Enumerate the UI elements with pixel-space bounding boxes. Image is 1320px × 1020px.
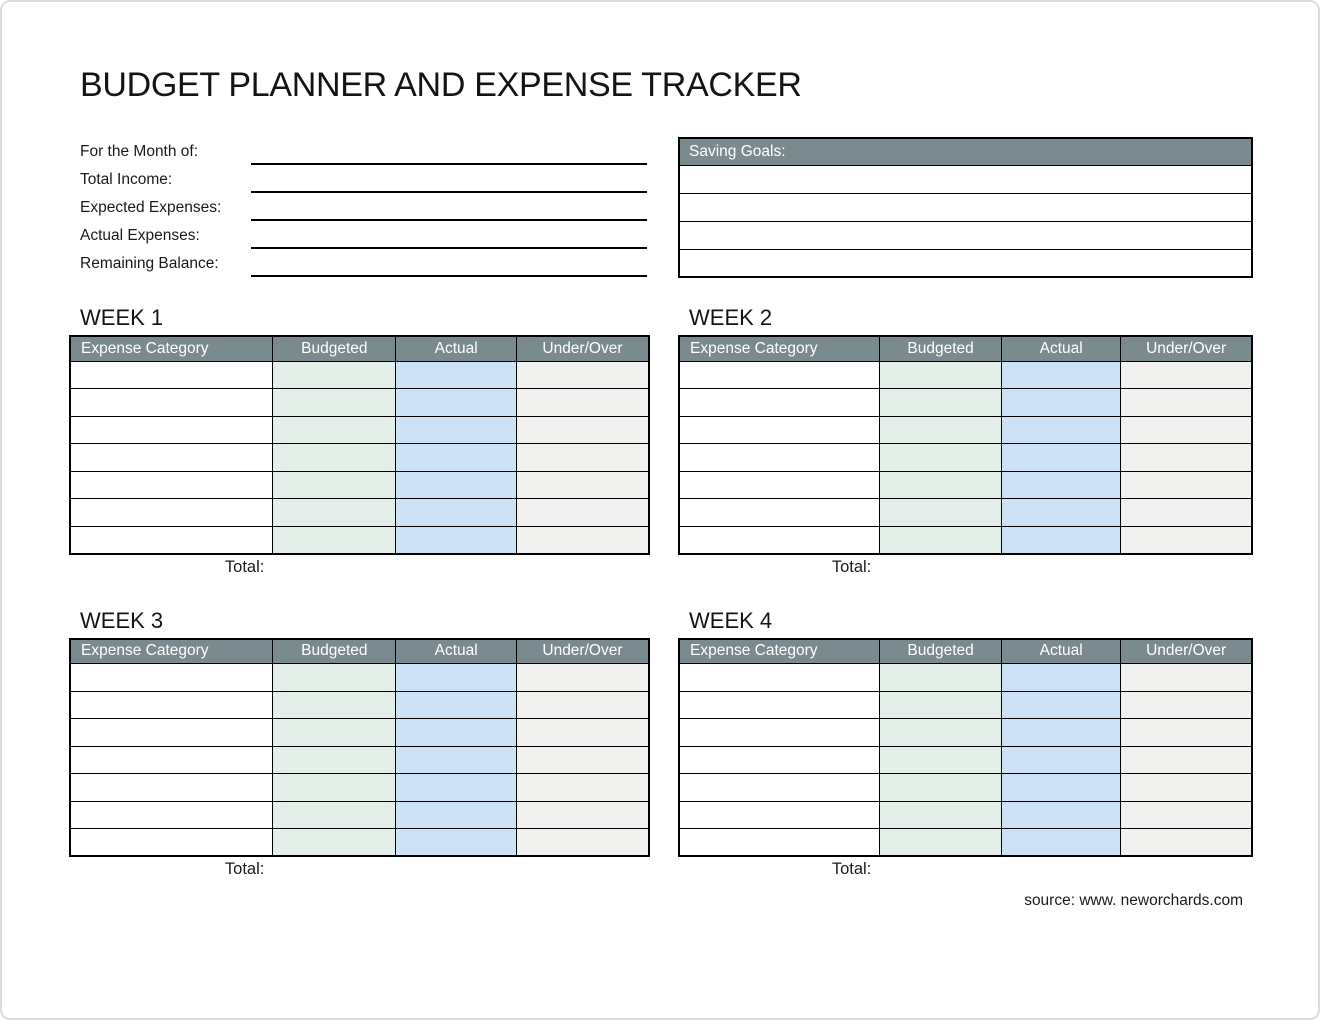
- cell-expense-category[interactable]: [70, 471, 273, 499]
- table-row: [679, 361, 1252, 389]
- table-row: [70, 719, 649, 747]
- cell-under-over[interactable]: [1121, 499, 1252, 527]
- cell-actual[interactable]: [1002, 389, 1121, 417]
- column-header-budgeted: Budgeted: [880, 639, 1002, 664]
- table-row: [679, 499, 1252, 527]
- cell-actual[interactable]: [1002, 774, 1121, 802]
- cell-expense-category[interactable]: [70, 361, 273, 389]
- cell-expense-category[interactable]: [679, 361, 880, 389]
- cell-budgeted[interactable]: [273, 664, 396, 692]
- cell-expense-category[interactable]: [70, 746, 273, 774]
- cell-under-over[interactable]: [1121, 746, 1252, 774]
- column-header-expense-category: Expense Category: [70, 336, 273, 361]
- cell-actual[interactable]: [396, 829, 516, 857]
- cell-expense-category[interactable]: [70, 526, 273, 554]
- cell-actual[interactable]: [1002, 746, 1121, 774]
- cell-expense-category[interactable]: [70, 664, 273, 692]
- cell-actual[interactable]: [1002, 416, 1121, 444]
- expected-expenses-input-line[interactable]: [251, 193, 647, 221]
- cell-actual[interactable]: [396, 664, 516, 692]
- weeks-row-1: [69, 305, 1253, 581]
- cell-under-over[interactable]: [516, 664, 649, 692]
- cell-budgeted[interactable]: [880, 719, 1002, 747]
- week-1-section: [69, 305, 650, 581]
- cell-expense-category[interactable]: [679, 389, 880, 417]
- cell-actual[interactable]: [1002, 526, 1121, 554]
- cell-budgeted[interactable]: [273, 416, 396, 444]
- total-income-label: Total Income:: [80, 171, 173, 188]
- week-3-section: [69, 608, 650, 884]
- table-row: [70, 801, 649, 829]
- cell-budgeted[interactable]: [273, 829, 396, 857]
- cell-under-over[interactable]: [516, 444, 649, 472]
- cell-budgeted[interactable]: [880, 526, 1002, 554]
- cell-actual[interactable]: [1002, 471, 1121, 499]
- cell-expense-category[interactable]: [70, 444, 273, 472]
- column-header-budgeted: Budgeted: [273, 336, 396, 361]
- week-4-title: WEEK 4: [689, 607, 773, 633]
- cell-under-over[interactable]: [516, 526, 649, 554]
- cell-under-over[interactable]: [1121, 664, 1252, 692]
- cell-expense-category[interactable]: [679, 746, 880, 774]
- cell-expense-category[interactable]: [70, 691, 273, 719]
- cell-expense-category[interactable]: [70, 389, 273, 417]
- table-row: [679, 746, 1252, 774]
- cell-under-over[interactable]: [516, 719, 649, 747]
- saving-goal-cell[interactable]: [679, 165, 1252, 193]
- cell-expense-category[interactable]: [679, 774, 880, 802]
- cell-budgeted[interactable]: [880, 361, 1002, 389]
- cell-expense-category[interactable]: [679, 664, 880, 692]
- saving-goal-cell[interactable]: [679, 249, 1252, 277]
- table-header-row: [679, 336, 1252, 361]
- cell-under-over[interactable]: [516, 801, 649, 829]
- column-header-budgeted: Budgeted: [880, 336, 1002, 361]
- saving-goals-block: [678, 137, 1253, 278]
- cell-budgeted[interactable]: [273, 719, 396, 747]
- cell-under-over[interactable]: [1121, 774, 1252, 802]
- cell-under-over[interactable]: [516, 361, 649, 389]
- cell-under-over[interactable]: [1121, 389, 1252, 417]
- table-row: [679, 801, 1252, 829]
- cell-budgeted[interactable]: [273, 774, 396, 802]
- table-row: [70, 746, 649, 774]
- cell-under-over[interactable]: [516, 829, 649, 857]
- column-header-budgeted: Budgeted: [273, 639, 396, 664]
- cell-budgeted[interactable]: [273, 444, 396, 472]
- cell-expense-category[interactable]: [679, 499, 880, 527]
- cell-budgeted[interactable]: [273, 499, 396, 527]
- cell-budgeted[interactable]: [880, 416, 1002, 444]
- table-row: [70, 691, 649, 719]
- page-title: BUDGET PLANNER AND EXPENSE TRACKER: [80, 66, 802, 104]
- table-row: [679, 829, 1252, 857]
- cell-budgeted[interactable]: [880, 801, 1002, 829]
- cell-under-over[interactable]: [1121, 526, 1252, 554]
- cell-expense-category[interactable]: [679, 829, 880, 857]
- form-row-total-income: [69, 165, 647, 193]
- cell-actual[interactable]: [396, 499, 516, 527]
- cell-expense-category[interactable]: [70, 499, 273, 527]
- remaining-balance-label: Remaining Balance:: [80, 255, 219, 272]
- cell-actual[interactable]: [396, 746, 516, 774]
- cell-under-over[interactable]: [1121, 444, 1252, 472]
- saving-goal-row: [679, 249, 1252, 277]
- week-2-title: WEEK 2: [689, 305, 773, 330]
- cell-under-over[interactable]: [1121, 361, 1252, 389]
- table-row: [679, 389, 1252, 417]
- cell-under-over[interactable]: [1121, 691, 1252, 719]
- weeks-row-2: [69, 608, 1253, 884]
- table-row: [679, 719, 1252, 747]
- table-row: [679, 664, 1252, 692]
- week-1-table: [69, 335, 650, 555]
- cell-actual[interactable]: [1002, 664, 1121, 692]
- cell-budgeted[interactable]: [880, 444, 1002, 472]
- cell-expense-category[interactable]: [679, 444, 880, 472]
- column-header-actual: Actual: [1002, 336, 1121, 361]
- week-4-section: [678, 608, 1253, 884]
- cell-under-over[interactable]: [516, 416, 649, 444]
- week-3-table: [69, 638, 650, 858]
- form-row-month: [69, 137, 647, 165]
- cell-under-over[interactable]: [1121, 416, 1252, 444]
- cell-actual[interactable]: [396, 774, 516, 802]
- cell-expense-category[interactable]: [679, 719, 880, 747]
- cell-under-over[interactable]: [1121, 471, 1252, 499]
- cell-budgeted[interactable]: [273, 691, 396, 719]
- table-row: [70, 664, 649, 692]
- saving-goal-cell[interactable]: [679, 193, 1252, 221]
- cell-actual[interactable]: [396, 526, 516, 554]
- cell-actual[interactable]: [1002, 499, 1121, 527]
- week-2-section: [678, 305, 1253, 581]
- table-row: [679, 526, 1252, 554]
- cell-under-over[interactable]: [516, 691, 649, 719]
- week-1-total-row: [69, 558, 650, 581]
- column-header-actual: Actual: [1002, 639, 1121, 664]
- table-row: [70, 416, 649, 444]
- expected-expenses-label: Expected Expenses:: [80, 199, 222, 216]
- cell-actual[interactable]: [396, 361, 516, 389]
- saving-goal-row: [679, 165, 1252, 193]
- table-row: [70, 774, 649, 802]
- cell-budgeted[interactable]: [880, 389, 1002, 417]
- month-label: For the Month of:: [80, 143, 199, 160]
- table-row: [679, 691, 1252, 719]
- cell-under-over[interactable]: [1121, 829, 1252, 857]
- cell-budgeted[interactable]: [880, 829, 1002, 857]
- month-input-line[interactable]: [251, 137, 647, 165]
- cell-actual[interactable]: [1002, 691, 1121, 719]
- source-text: source: www. neworchards.com: [1024, 892, 1243, 909]
- week-1-title: WEEK 1: [80, 305, 164, 330]
- cell-expense-category[interactable]: [70, 774, 273, 802]
- cell-actual[interactable]: [396, 444, 516, 472]
- column-header-expense-category: Expense Category: [679, 336, 880, 361]
- table-row: [679, 774, 1252, 802]
- page-content: [69, 65, 1253, 910]
- column-header-actual: Actual: [396, 639, 516, 664]
- actual-expenses-input-line[interactable]: [251, 221, 647, 249]
- week-4-table: [678, 638, 1253, 858]
- table-row: [70, 829, 649, 857]
- table-header-row: [70, 336, 649, 361]
- cell-under-over[interactable]: [1121, 719, 1252, 747]
- cell-under-over[interactable]: [516, 471, 649, 499]
- column-header-actual: Actual: [396, 336, 516, 361]
- cell-budgeted[interactable]: [880, 774, 1002, 802]
- cell-expense-category[interactable]: [70, 416, 273, 444]
- cell-expense-category[interactable]: [679, 471, 880, 499]
- cell-actual[interactable]: [396, 691, 516, 719]
- table-row: [70, 499, 649, 527]
- table-row: [70, 389, 649, 417]
- cell-under-over[interactable]: [516, 746, 649, 774]
- cell-actual[interactable]: [1002, 444, 1121, 472]
- saving-goal-row: [679, 193, 1252, 221]
- month-summary-form: [69, 137, 647, 278]
- cell-budgeted[interactable]: [273, 746, 396, 774]
- column-header-under-over: Under/Over: [1121, 639, 1252, 664]
- cell-under-over[interactable]: [516, 774, 649, 802]
- week-2-table: [678, 335, 1253, 555]
- cell-budgeted[interactable]: [273, 801, 396, 829]
- saving-goal-row: [679, 221, 1252, 249]
- table-row: [70, 471, 649, 499]
- cell-expense-category[interactable]: [70, 829, 273, 857]
- cell-under-over[interactable]: [516, 389, 649, 417]
- total-label: Total:: [224, 860, 265, 878]
- cell-expense-category[interactable]: [679, 416, 880, 444]
- form-row-actual-expenses: [69, 221, 647, 249]
- cell-expense-category[interactable]: [679, 801, 880, 829]
- cell-budgeted[interactable]: [273, 389, 396, 417]
- cell-expense-category[interactable]: [70, 719, 273, 747]
- cell-budgeted[interactable]: [880, 499, 1002, 527]
- total-label: Total:: [831, 860, 872, 878]
- column-header-under-over: Under/Over: [516, 639, 649, 664]
- cell-budgeted[interactable]: [880, 471, 1002, 499]
- cell-actual[interactable]: [396, 801, 516, 829]
- column-header-expense-category: Expense Category: [679, 639, 880, 664]
- cell-actual[interactable]: [1002, 719, 1121, 747]
- column-header-under-over: Under/Over: [1121, 336, 1252, 361]
- cell-budgeted[interactable]: [880, 664, 1002, 692]
- cell-actual[interactable]: [396, 389, 516, 417]
- total-label: Total:: [224, 557, 265, 576]
- week-3-total-row: [69, 860, 650, 883]
- cell-budgeted[interactable]: [880, 691, 1002, 719]
- saving-goals-header: Saving Goals:: [679, 138, 1252, 165]
- cell-budgeted[interactable]: [273, 471, 396, 499]
- table-row: [70, 361, 649, 389]
- saving-goal-cell[interactable]: [679, 221, 1252, 249]
- cell-expense-category[interactable]: [679, 691, 880, 719]
- cell-actual[interactable]: [396, 719, 516, 747]
- remaining-balance-input-line[interactable]: [251, 249, 647, 277]
- total-income-input-line[interactable]: [251, 165, 647, 193]
- source-row: [69, 892, 1253, 910]
- form-row-expected-expenses: [69, 193, 647, 221]
- table-header-row: [70, 639, 649, 664]
- actual-expenses-label: Actual Expenses:: [80, 227, 200, 244]
- table-row: [70, 526, 649, 554]
- week-3-title: WEEK 3: [80, 607, 164, 633]
- cell-actual[interactable]: [1002, 801, 1121, 829]
- table-row: [679, 444, 1252, 472]
- table-row: [70, 444, 649, 472]
- saving-goals-header-row: [679, 138, 1252, 165]
- saving-goals-table: [678, 137, 1253, 278]
- table-header-row: [679, 639, 1252, 664]
- cell-actual[interactable]: [1002, 361, 1121, 389]
- cell-under-over[interactable]: [516, 499, 649, 527]
- form-row-remaining-balance: [69, 249, 647, 277]
- cell-budgeted[interactable]: [273, 361, 396, 389]
- cell-actual[interactable]: [1002, 829, 1121, 857]
- column-header-expense-category: Expense Category: [70, 639, 273, 664]
- cell-expense-category[interactable]: [70, 801, 273, 829]
- summary-section: [69, 137, 1253, 278]
- week-4-total-row: [678, 860, 1253, 883]
- column-header-under-over: Under/Over: [516, 336, 649, 361]
- cell-expense-category[interactable]: [679, 526, 880, 554]
- cell-budgeted[interactable]: [273, 526, 396, 554]
- total-label: Total:: [831, 557, 872, 576]
- week-2-total-row: [678, 558, 1253, 581]
- table-row: [679, 416, 1252, 444]
- cell-actual[interactable]: [396, 471, 516, 499]
- cell-under-over[interactable]: [1121, 801, 1252, 829]
- cell-actual[interactable]: [396, 416, 516, 444]
- table-row: [679, 471, 1252, 499]
- cell-budgeted[interactable]: [880, 746, 1002, 774]
